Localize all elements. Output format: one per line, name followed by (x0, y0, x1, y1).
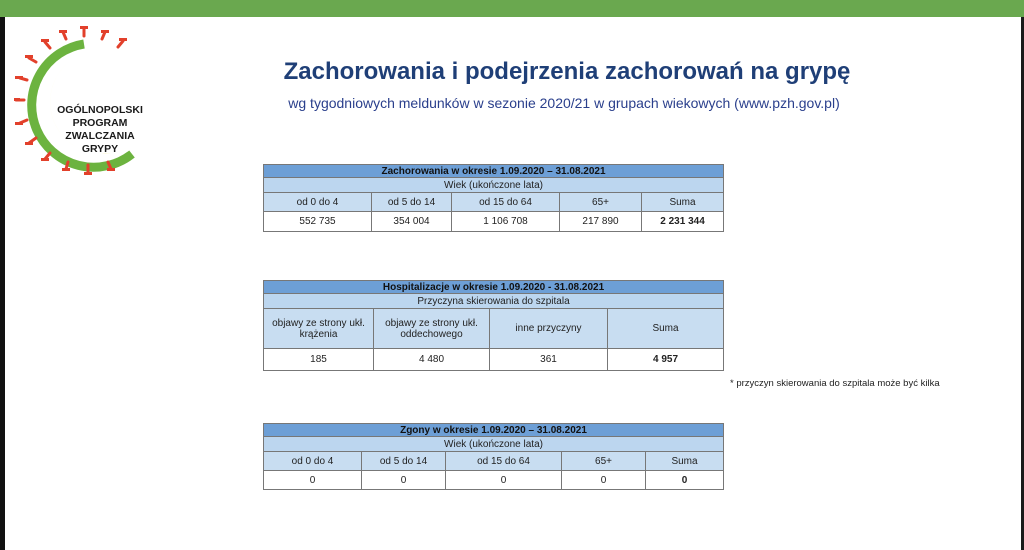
column-header: inne przyczyny (490, 309, 608, 349)
table-cell: 1 106 708 (452, 212, 560, 232)
column-header: 65+ (560, 193, 642, 212)
hospitalization-table (263, 280, 724, 371)
table-cell-total: 0 (646, 471, 724, 490)
column-header: objawy ze strony ukł. krążenia (264, 309, 374, 349)
cases-table-group-label: Wiek (ukończone lata) (264, 178, 724, 193)
column-header: od 0 do 4 (264, 452, 362, 471)
column-header: objawy ze strony ukł. oddechowego (374, 309, 490, 349)
hospitalization-footnote: * przyczyn skierowania do szpitala może być kilka (730, 378, 940, 389)
column-header: od 15 do 64 (452, 193, 560, 212)
table-cell: 4 480 (374, 349, 490, 371)
table-cell: 217 890 (560, 212, 642, 232)
column-header: Suma (608, 309, 724, 349)
hospitalization-table-group-label: Przyczyna skierowania do szpitala (264, 294, 724, 309)
page-subtitle: wg tygodniowych meldunków w sezonie 2020/21 w grupach wiekowych (www.pzh.gov.pl) (288, 95, 840, 111)
hospitalization-table-title: Hospitalizacje w okresie 1.09.2020 - 31.08.2021 (264, 281, 724, 294)
table-cell-total: 2 231 344 (642, 212, 724, 232)
deaths-table-title: Zgony w okresie 1.09.2020 – 31.08.2021 (264, 424, 724, 437)
column-header: od 15 do 64 (446, 452, 562, 471)
logo-line: PROGRAM (72, 117, 128, 129)
table-cell: 354 004 (372, 212, 452, 232)
table-cell: 552 735 (264, 212, 372, 232)
deaths-table-group-label: Wiek (ukończone lata) (264, 437, 724, 452)
logo-text (52, 104, 148, 156)
table-cell: 0 (362, 471, 446, 490)
logo-line: OGÓLNOPOLSKI (57, 104, 143, 116)
cases-table (263, 164, 724, 232)
column-header: Suma (646, 452, 724, 471)
logo-line: GRYPY (81, 143, 119, 155)
column-header: 65+ (562, 452, 646, 471)
column-header: Suma (642, 193, 724, 212)
deaths-table (263, 423, 724, 490)
logo-line: ZWALCZANIA (65, 130, 135, 142)
column-header: od 5 do 14 (372, 193, 452, 212)
page-title: Zachorowania i podejrzenia zachorowań na grypę (283, 58, 851, 85)
table-cell: 0 (264, 471, 362, 490)
table-cell: 0 (446, 471, 562, 490)
table-cell: 185 (264, 349, 374, 371)
top-green-bar (0, 0, 1024, 17)
column-header: od 5 do 14 (362, 452, 446, 471)
table-cell-total: 4 957 (608, 349, 724, 371)
column-header: od 0 do 4 (264, 193, 372, 212)
table-cell: 0 (562, 471, 646, 490)
table-cell: 361 (490, 349, 608, 371)
cases-table-title: Zachorowania w okresie 1.09.2020 – 31.08.2021 (264, 165, 724, 178)
